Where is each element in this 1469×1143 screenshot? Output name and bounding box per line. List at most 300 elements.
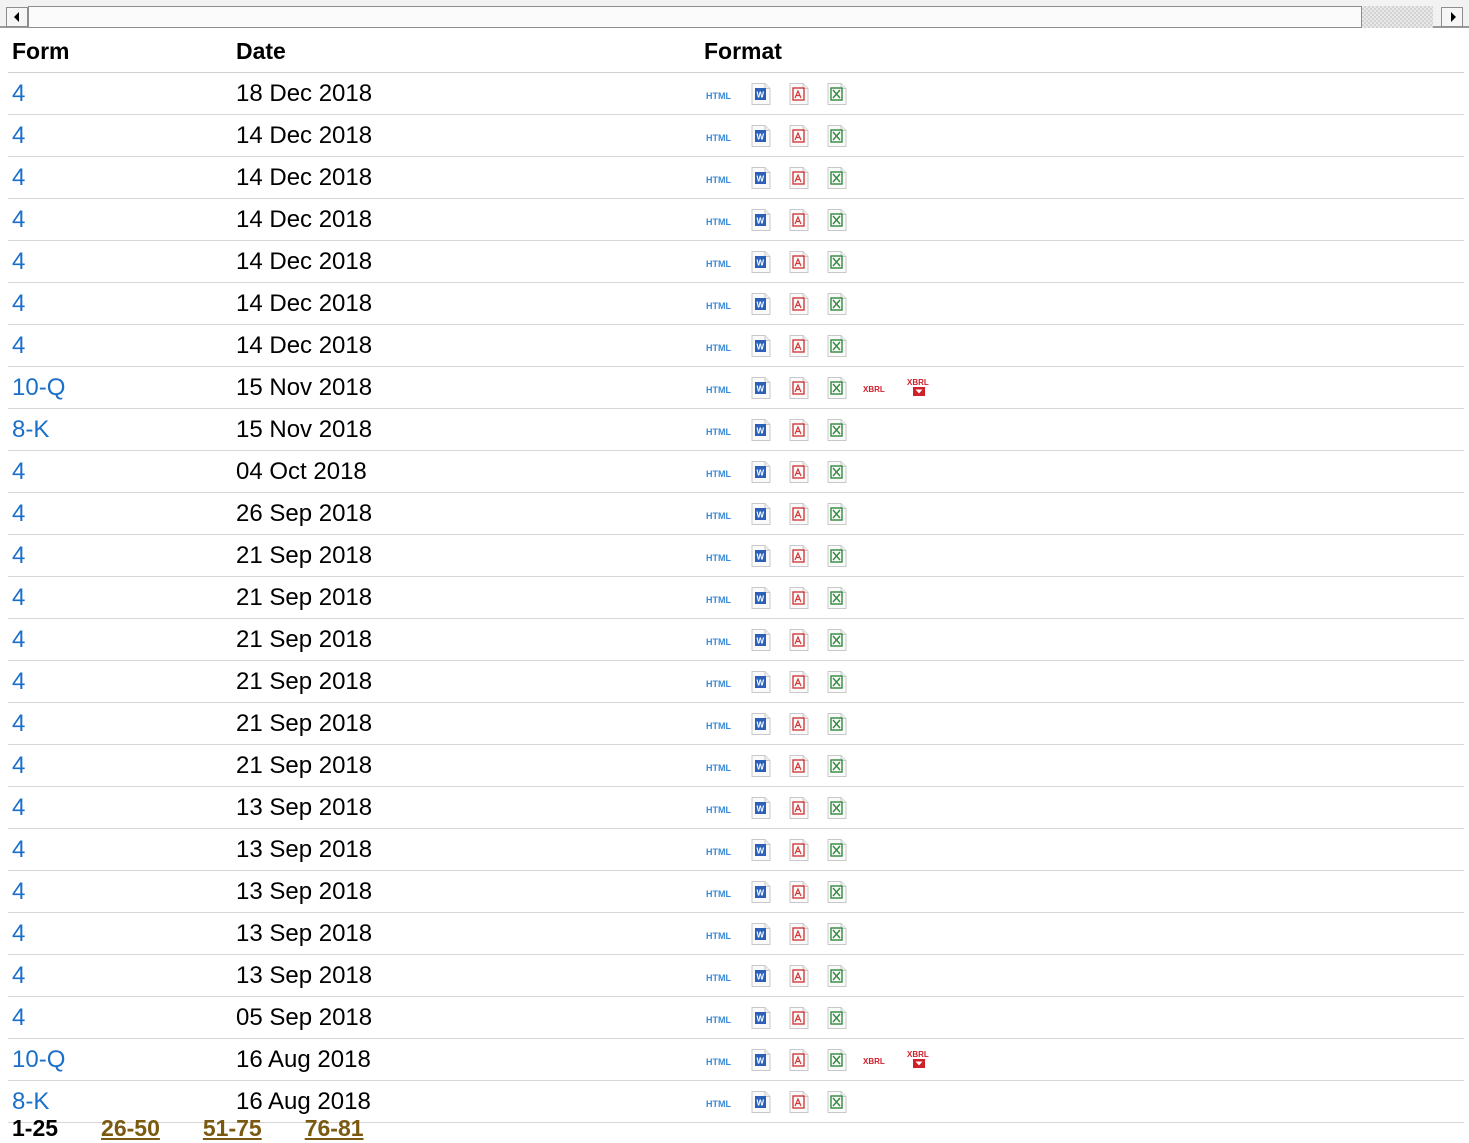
date-cell: 21 Sep 2018 bbox=[232, 703, 700, 745]
form-column-header: Form bbox=[8, 30, 232, 73]
html-file-icon[interactable] bbox=[705, 880, 735, 904]
excel-file-icon[interactable] bbox=[825, 670, 849, 694]
html-file-icon[interactable] bbox=[705, 208, 735, 232]
form-link[interactable]: 4 bbox=[12, 961, 26, 989]
svg-text:HTML: HTML bbox=[706, 846, 731, 857]
form-cell bbox=[8, 409, 232, 451]
svg-text:HTML: HTML bbox=[706, 804, 731, 815]
svg-text:W: W bbox=[756, 174, 765, 183]
pdf-file-icon[interactable] bbox=[787, 460, 811, 484]
svg-text:HTML: HTML bbox=[706, 426, 731, 437]
form-cell bbox=[8, 871, 232, 913]
date-cell: 21 Sep 2018 bbox=[232, 535, 700, 577]
word-file-icon[interactable] bbox=[749, 1006, 773, 1030]
xbrl-icon[interactable] bbox=[863, 1048, 893, 1072]
excel-file-icon[interactable] bbox=[825, 166, 849, 190]
format-cell bbox=[700, 619, 1464, 661]
format-icons bbox=[704, 166, 1464, 190]
pdf-file-icon[interactable] bbox=[787, 250, 811, 274]
format-icons bbox=[704, 628, 1464, 652]
word-file-icon[interactable] bbox=[749, 922, 773, 946]
html-file-icon[interactable] bbox=[705, 502, 735, 526]
form-link[interactable]: 4 bbox=[12, 877, 26, 905]
format-icons bbox=[704, 670, 1464, 694]
svg-text:W: W bbox=[756, 426, 765, 435]
pdf-file-icon[interactable] bbox=[787, 1006, 811, 1030]
pagination bbox=[12, 1114, 407, 1143]
html-file-icon[interactable] bbox=[705, 964, 735, 988]
table-row bbox=[8, 703, 1464, 745]
pdf-file-icon[interactable] bbox=[787, 544, 811, 568]
form-cell bbox=[8, 199, 232, 241]
word-file-icon[interactable] bbox=[749, 166, 773, 190]
table-row bbox=[8, 955, 1464, 997]
word-file-icon[interactable] bbox=[749, 460, 773, 484]
format-cell bbox=[700, 703, 1464, 745]
pdf-file-icon[interactable] bbox=[787, 1090, 811, 1114]
excel-file-icon[interactable] bbox=[825, 376, 849, 400]
word-file-icon[interactable] bbox=[749, 1090, 773, 1114]
form-link[interactable]: 10-Q bbox=[12, 373, 66, 401]
format-cell bbox=[700, 1081, 1464, 1123]
xbrl-icon[interactable] bbox=[863, 376, 893, 400]
excel-file-icon[interactable] bbox=[825, 1090, 849, 1114]
table-row bbox=[8, 661, 1464, 703]
excel-file-icon[interactable] bbox=[825, 586, 849, 610]
table-row bbox=[8, 787, 1464, 829]
format-icons bbox=[704, 376, 1464, 400]
svg-text:W: W bbox=[756, 1098, 765, 1107]
table-row bbox=[8, 619, 1464, 661]
table-row bbox=[8, 409, 1464, 451]
svg-text:W: W bbox=[756, 90, 765, 99]
xbrl-download-icon[interactable] bbox=[907, 1048, 937, 1072]
form-link[interactable]: 4 bbox=[12, 163, 26, 191]
svg-text:W: W bbox=[756, 930, 765, 939]
svg-text:HTML: HTML bbox=[706, 1056, 731, 1067]
table-row bbox=[8, 535, 1464, 577]
format-icons bbox=[704, 922, 1464, 946]
pdf-file-icon[interactable] bbox=[787, 292, 811, 316]
svg-text:W: W bbox=[756, 636, 765, 645]
pdf-file-icon[interactable] bbox=[787, 208, 811, 232]
html-file-icon[interactable] bbox=[705, 292, 735, 316]
excel-file-icon[interactable] bbox=[825, 544, 849, 568]
table-row bbox=[8, 199, 1464, 241]
html-file-icon[interactable] bbox=[705, 586, 735, 610]
svg-text:HTML: HTML bbox=[706, 510, 731, 521]
format-cell bbox=[700, 367, 1464, 409]
date-column-header: Date bbox=[232, 30, 700, 73]
scrollbar-track[interactable] bbox=[1362, 6, 1433, 28]
html-file-icon[interactable] bbox=[705, 460, 735, 484]
form-cell bbox=[8, 1039, 232, 1081]
excel-file-icon[interactable] bbox=[825, 838, 849, 862]
svg-text:HTML: HTML bbox=[706, 762, 731, 773]
svg-text:W: W bbox=[756, 132, 765, 141]
svg-text:XBRL: XBRL bbox=[863, 1056, 885, 1066]
word-file-icon[interactable] bbox=[749, 628, 773, 652]
excel-file-icon[interactable] bbox=[825, 418, 849, 442]
pdf-file-icon[interactable] bbox=[787, 418, 811, 442]
svg-text:W: W bbox=[756, 720, 765, 729]
format-cell bbox=[700, 199, 1464, 241]
date-cell: 13 Sep 2018 bbox=[232, 871, 700, 913]
format-cell bbox=[700, 577, 1464, 619]
table-header-row bbox=[8, 30, 1464, 73]
form-link[interactable]: 4 bbox=[12, 793, 26, 821]
pager-link-51-75[interactable]: 51-75 bbox=[202, 1115, 262, 1141]
form-link[interactable]: 4 bbox=[12, 499, 26, 527]
format-cell bbox=[700, 157, 1464, 199]
html-file-icon[interactable] bbox=[705, 1048, 735, 1072]
pdf-file-icon[interactable] bbox=[787, 712, 811, 736]
pdf-file-icon[interactable] bbox=[787, 628, 811, 652]
form-link[interactable]: 4 bbox=[12, 667, 26, 695]
pdf-file-icon[interactable] bbox=[787, 376, 811, 400]
table-row bbox=[8, 115, 1464, 157]
word-file-icon[interactable] bbox=[749, 376, 773, 400]
format-cell bbox=[700, 661, 1464, 703]
word-file-icon[interactable] bbox=[749, 502, 773, 526]
pdf-file-icon[interactable] bbox=[787, 166, 811, 190]
format-column-header: Format bbox=[700, 30, 1464, 73]
table-row bbox=[8, 745, 1464, 787]
format-cell bbox=[700, 955, 1464, 997]
form-link[interactable]: 10-Q bbox=[12, 1045, 66, 1073]
format-icons bbox=[704, 460, 1464, 484]
left-arrow-icon bbox=[14, 12, 19, 22]
svg-text:XBRL: XBRL bbox=[907, 377, 929, 387]
date-cell: 21 Sep 2018 bbox=[232, 619, 700, 661]
form-cell bbox=[8, 661, 232, 703]
excel-file-icon[interactable] bbox=[825, 1006, 849, 1030]
horizontal-scrollbar[interactable] bbox=[0, 0, 1469, 28]
scroll-left-button[interactable] bbox=[6, 7, 28, 27]
svg-text:HTML: HTML bbox=[706, 90, 731, 101]
date-cell: 13 Sep 2018 bbox=[232, 829, 700, 871]
word-file-icon[interactable] bbox=[749, 838, 773, 862]
table-row bbox=[8, 73, 1464, 115]
svg-text:HTML: HTML bbox=[706, 636, 731, 647]
svg-text:W: W bbox=[756, 804, 765, 813]
format-cell bbox=[700, 325, 1464, 367]
form-cell bbox=[8, 829, 232, 871]
form-link[interactable]: 4 bbox=[12, 79, 26, 107]
form-cell bbox=[8, 535, 232, 577]
word-file-icon[interactable] bbox=[749, 334, 773, 358]
date-cell: 14 Dec 2018 bbox=[232, 283, 700, 325]
pdf-file-icon[interactable] bbox=[787, 880, 811, 904]
format-icons bbox=[704, 418, 1464, 442]
word-file-icon[interactable] bbox=[749, 418, 773, 442]
excel-file-icon[interactable] bbox=[825, 754, 849, 778]
form-link[interactable]: 4 bbox=[12, 709, 26, 737]
table-row bbox=[8, 577, 1464, 619]
excel-file-icon[interactable] bbox=[825, 712, 849, 736]
svg-text:W: W bbox=[756, 846, 765, 855]
format-icons bbox=[704, 124, 1464, 148]
svg-text:W: W bbox=[756, 1014, 765, 1023]
html-file-icon[interactable] bbox=[705, 796, 735, 820]
svg-text:HTML: HTML bbox=[706, 678, 731, 689]
svg-text:W: W bbox=[756, 216, 765, 225]
date-cell: 04 Oct 2018 bbox=[232, 451, 700, 493]
excel-file-icon[interactable] bbox=[825, 1048, 849, 1072]
form-link[interactable]: 4 bbox=[12, 289, 26, 317]
form-link[interactable]: 8-K bbox=[12, 1087, 50, 1115]
format-icons bbox=[704, 502, 1464, 526]
table-row bbox=[8, 157, 1464, 199]
table-row bbox=[8, 1039, 1464, 1081]
pager-link-76-81[interactable]: 76-81 bbox=[304, 1115, 364, 1141]
html-file-icon[interactable] bbox=[705, 124, 735, 148]
pager-link-26-50[interactable]: 26-50 bbox=[101, 1115, 160, 1141]
html-file-icon[interactable] bbox=[705, 334, 735, 358]
svg-text:W: W bbox=[756, 972, 765, 981]
date-cell: 14 Dec 2018 bbox=[232, 325, 700, 367]
excel-file-icon[interactable] bbox=[825, 964, 849, 988]
form-cell bbox=[8, 745, 232, 787]
format-icons bbox=[704, 838, 1464, 862]
scroll-right-button[interactable] bbox=[1441, 7, 1463, 27]
format-icons bbox=[704, 334, 1464, 358]
word-file-icon[interactable] bbox=[749, 292, 773, 316]
table-row bbox=[8, 451, 1464, 493]
html-file-icon[interactable] bbox=[705, 544, 735, 568]
table-row bbox=[8, 493, 1464, 535]
svg-text:HTML: HTML bbox=[706, 216, 731, 227]
format-icons bbox=[704, 1006, 1464, 1030]
svg-text:W: W bbox=[756, 1056, 765, 1065]
format-cell bbox=[700, 73, 1464, 115]
pdf-file-icon[interactable] bbox=[787, 754, 811, 778]
table-row bbox=[8, 997, 1464, 1039]
table-row bbox=[8, 871, 1464, 913]
html-file-icon[interactable] bbox=[705, 250, 735, 274]
word-file-icon[interactable] bbox=[749, 964, 773, 988]
html-file-icon[interactable] bbox=[705, 1090, 735, 1114]
format-cell bbox=[700, 409, 1464, 451]
svg-text:HTML: HTML bbox=[706, 972, 731, 983]
table-row bbox=[8, 913, 1464, 955]
date-cell: 14 Dec 2018 bbox=[232, 241, 700, 283]
format-cell bbox=[700, 283, 1464, 325]
date-cell: 14 Dec 2018 bbox=[232, 199, 700, 241]
date-cell: 14 Dec 2018 bbox=[232, 115, 700, 157]
word-file-icon[interactable] bbox=[749, 250, 773, 274]
pdf-file-icon[interactable] bbox=[787, 586, 811, 610]
pdf-file-icon[interactable] bbox=[787, 82, 811, 106]
svg-text:HTML: HTML bbox=[706, 468, 731, 479]
excel-file-icon[interactable] bbox=[825, 250, 849, 274]
format-icons bbox=[704, 964, 1464, 988]
svg-text:XBRL: XBRL bbox=[907, 1049, 929, 1059]
html-file-icon[interactable] bbox=[705, 1006, 735, 1030]
format-icons bbox=[704, 82, 1464, 106]
form-link[interactable]: 4 bbox=[12, 751, 26, 779]
html-file-icon[interactable] bbox=[705, 922, 735, 946]
format-icons bbox=[704, 712, 1464, 736]
word-file-icon[interactable] bbox=[749, 754, 773, 778]
html-file-icon[interactable] bbox=[705, 670, 735, 694]
form-cell bbox=[8, 157, 232, 199]
word-file-icon[interactable] bbox=[749, 712, 773, 736]
pdf-file-icon[interactable] bbox=[787, 922, 811, 946]
table-row bbox=[8, 829, 1464, 871]
pdf-file-icon[interactable] bbox=[787, 334, 811, 358]
form-link[interactable]: 4 bbox=[12, 625, 26, 653]
word-file-icon[interactable] bbox=[749, 208, 773, 232]
svg-text:HTML: HTML bbox=[706, 1098, 731, 1109]
html-file-icon[interactable] bbox=[705, 82, 735, 106]
excel-file-icon[interactable] bbox=[825, 124, 849, 148]
date-cell: 26 Sep 2018 bbox=[232, 493, 700, 535]
excel-file-icon[interactable] bbox=[825, 460, 849, 484]
form-link[interactable]: 4 bbox=[12, 205, 26, 233]
form-link[interactable]: 4 bbox=[12, 541, 26, 569]
word-file-icon[interactable] bbox=[749, 880, 773, 904]
format-icons bbox=[704, 754, 1464, 778]
form-link[interactable]: 4 bbox=[12, 835, 26, 863]
pdf-file-icon[interactable] bbox=[787, 670, 811, 694]
excel-file-icon[interactable] bbox=[825, 334, 849, 358]
excel-file-icon[interactable] bbox=[825, 628, 849, 652]
form-link[interactable]: 4 bbox=[12, 1003, 26, 1031]
form-cell bbox=[8, 955, 232, 997]
table-row bbox=[8, 325, 1464, 367]
form-cell bbox=[8, 115, 232, 157]
svg-text:HTML: HTML bbox=[706, 930, 731, 941]
form-cell bbox=[8, 493, 232, 535]
html-file-icon[interactable] bbox=[705, 628, 735, 652]
right-arrow-icon bbox=[1451, 12, 1456, 22]
svg-text:HTML: HTML bbox=[706, 174, 731, 185]
format-cell bbox=[700, 745, 1464, 787]
format-icons bbox=[704, 1090, 1464, 1114]
format-icons bbox=[704, 1048, 1464, 1072]
html-file-icon[interactable] bbox=[705, 376, 735, 400]
date-cell: 13 Sep 2018 bbox=[232, 787, 700, 829]
scrollbar-thumb[interactable] bbox=[28, 6, 1362, 28]
pdf-file-icon[interactable] bbox=[787, 124, 811, 148]
excel-file-icon[interactable] bbox=[825, 208, 849, 232]
form-link[interactable]: 8-K bbox=[12, 415, 50, 443]
format-icons bbox=[704, 292, 1464, 316]
svg-text:HTML: HTML bbox=[706, 342, 731, 353]
form-cell bbox=[8, 787, 232, 829]
svg-text:XBRL: XBRL bbox=[863, 384, 885, 394]
format-cell bbox=[700, 535, 1464, 577]
svg-text:HTML: HTML bbox=[706, 384, 731, 395]
pdf-file-icon[interactable] bbox=[787, 964, 811, 988]
date-cell: 21 Sep 2018 bbox=[232, 577, 700, 619]
excel-file-icon[interactable] bbox=[825, 922, 849, 946]
form-link[interactable]: 4 bbox=[12, 121, 26, 149]
word-file-icon[interactable] bbox=[749, 796, 773, 820]
html-file-icon[interactable] bbox=[705, 166, 735, 190]
svg-text:W: W bbox=[756, 762, 765, 771]
form-cell bbox=[8, 577, 232, 619]
excel-file-icon[interactable] bbox=[825, 796, 849, 820]
word-file-icon[interactable] bbox=[749, 1048, 773, 1072]
pdf-file-icon[interactable] bbox=[787, 796, 811, 820]
svg-text:HTML: HTML bbox=[706, 132, 731, 143]
date-cell: 16 Aug 2018 bbox=[232, 1039, 700, 1081]
excel-file-icon[interactable] bbox=[825, 502, 849, 526]
format-icons bbox=[704, 208, 1464, 232]
svg-text:HTML: HTML bbox=[706, 720, 731, 731]
xbrl-download-icon[interactable] bbox=[907, 376, 937, 400]
svg-text:W: W bbox=[756, 594, 765, 603]
format-icons bbox=[704, 880, 1464, 904]
format-icons bbox=[704, 796, 1464, 820]
form-link[interactable]: 4 bbox=[12, 457, 26, 485]
form-link[interactable]: 4 bbox=[12, 919, 26, 947]
format-cell bbox=[700, 493, 1464, 535]
form-cell bbox=[8, 619, 232, 661]
date-cell: 21 Sep 2018 bbox=[232, 661, 700, 703]
word-file-icon[interactable] bbox=[749, 586, 773, 610]
form-link[interactable]: 4 bbox=[12, 583, 26, 611]
svg-text:W: W bbox=[756, 258, 765, 267]
pdf-file-icon[interactable] bbox=[787, 1048, 811, 1072]
form-cell bbox=[8, 241, 232, 283]
svg-text:HTML: HTML bbox=[706, 552, 731, 563]
svg-text:HTML: HTML bbox=[706, 1014, 731, 1025]
excel-file-icon[interactable] bbox=[825, 880, 849, 904]
html-file-icon[interactable] bbox=[705, 712, 735, 736]
svg-text:W: W bbox=[756, 384, 765, 393]
form-cell bbox=[8, 283, 232, 325]
format-cell bbox=[700, 829, 1464, 871]
word-file-icon[interactable] bbox=[749, 670, 773, 694]
filings-table bbox=[8, 30, 1464, 1123]
html-file-icon[interactable] bbox=[705, 754, 735, 778]
svg-text:W: W bbox=[756, 300, 765, 309]
word-file-icon[interactable] bbox=[749, 124, 773, 148]
format-cell bbox=[700, 115, 1464, 157]
form-link[interactable]: 4 bbox=[12, 331, 26, 359]
format-cell bbox=[700, 1039, 1464, 1081]
date-cell: 05 Sep 2018 bbox=[232, 997, 700, 1039]
pdf-file-icon[interactable] bbox=[787, 838, 811, 862]
date-cell: 13 Sep 2018 bbox=[232, 913, 700, 955]
form-link[interactable]: 4 bbox=[12, 247, 26, 275]
excel-file-icon[interactable] bbox=[825, 292, 849, 316]
form-cell bbox=[8, 451, 232, 493]
format-cell bbox=[700, 451, 1464, 493]
word-file-icon[interactable] bbox=[749, 82, 773, 106]
form-cell bbox=[8, 997, 232, 1039]
pager-current-page: 1-25 bbox=[12, 1115, 59, 1141]
svg-text:W: W bbox=[756, 678, 765, 687]
table-row bbox=[8, 241, 1464, 283]
format-cell bbox=[700, 871, 1464, 913]
html-file-icon[interactable] bbox=[705, 838, 735, 862]
form-cell bbox=[8, 913, 232, 955]
date-cell: 14 Dec 2018 bbox=[232, 157, 700, 199]
svg-text:W: W bbox=[756, 510, 765, 519]
svg-text:W: W bbox=[756, 552, 765, 561]
pdf-file-icon[interactable] bbox=[787, 502, 811, 526]
excel-file-icon[interactable] bbox=[825, 82, 849, 106]
word-file-icon[interactable] bbox=[749, 544, 773, 568]
table-row bbox=[8, 367, 1464, 409]
date-cell: 21 Sep 2018 bbox=[232, 745, 700, 787]
html-file-icon[interactable] bbox=[705, 418, 735, 442]
svg-text:W: W bbox=[756, 888, 765, 897]
